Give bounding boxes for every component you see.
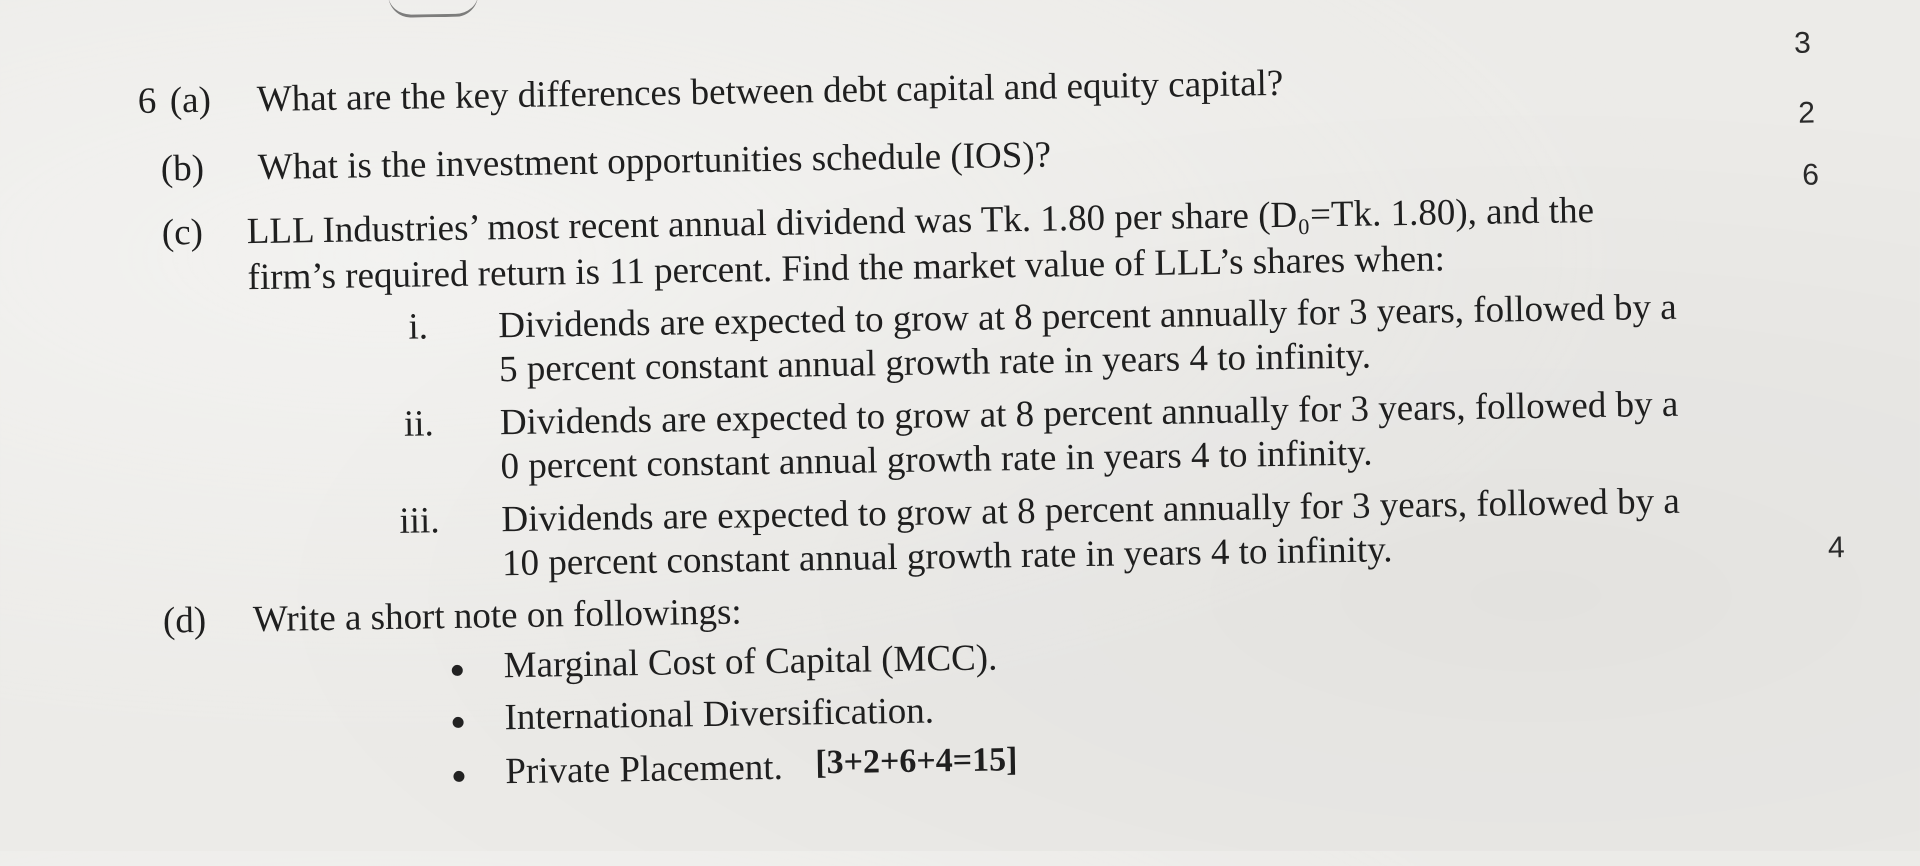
part-d-marks: 4 [1827, 531, 1845, 565]
part-b-label: (b) [160, 147, 205, 190]
marks-total: [3+2+6+4=15] [814, 741, 1018, 782]
part-c-label: (c) [161, 211, 204, 254]
subitem-ii-line1: Dividends are expected to grow at 8 percent annually for 3 years, followed by a [499, 383, 1679, 444]
part-c-line2: firm’s required return is 11 percent. Find the market value of LLL’s shares when: [247, 238, 1446, 299]
bullet-item-mcc: Marginal Cost of Capital (MCC). [503, 637, 998, 687]
part-b-text: What is the investment opportunities schedule (IOS)? [257, 134, 1052, 188]
bullet-dot-3 [453, 771, 464, 782]
subitem-i-line2: 5 percent constant annual growth rate in years 4 to infinity. [498, 335, 1372, 391]
handwritten-mark [388, 0, 478, 18]
subitem-iii-line2: 10 percent constant annual growth rate in years 4 to infinity. [501, 529, 1393, 585]
part-d-label: (d) [162, 599, 207, 642]
subitem-iii-line1: Dividends are expected to grow at 8 percent annually for 3 years, followed by a [501, 480, 1681, 541]
bullet-item-private-placement: Private Placement. [505, 746, 784, 793]
subitem-iii-number: iii. [399, 500, 440, 542]
question-number: 6 [137, 80, 157, 122]
part-a-label: (a) [169, 79, 212, 122]
part-b-marks: 2 [1797, 96, 1816, 130]
part-c-marks: 6 [1801, 158, 1820, 192]
subitem-i-number: i. [408, 306, 429, 348]
bullet-item-international-diversification: International Diversification. [504, 690, 935, 739]
bullet-dot-2 [453, 717, 464, 728]
part-d-text: Write a short note on followings: [252, 591, 742, 641]
subitem-i-line1: Dividends are expected to grow at 8 percent annually for 3 years, followed by a [498, 286, 1677, 347]
subitem-ii-number: ii. [403, 403, 435, 445]
bullet-dot-1 [452, 665, 463, 676]
part-a-marks: 3 [1793, 26, 1812, 60]
part-c-line1: LLL Industries’ most recent annual dividend was Tk. 1.80 per share (D₀=Tk. 1.80), and the [246, 190, 1595, 253]
part-a-text: What are the key differences between debt capital and equity capital? [256, 62, 1284, 121]
subitem-ii-line2: 0 percent constant annual growth rate in years 4 to infinity. [500, 432, 1373, 488]
